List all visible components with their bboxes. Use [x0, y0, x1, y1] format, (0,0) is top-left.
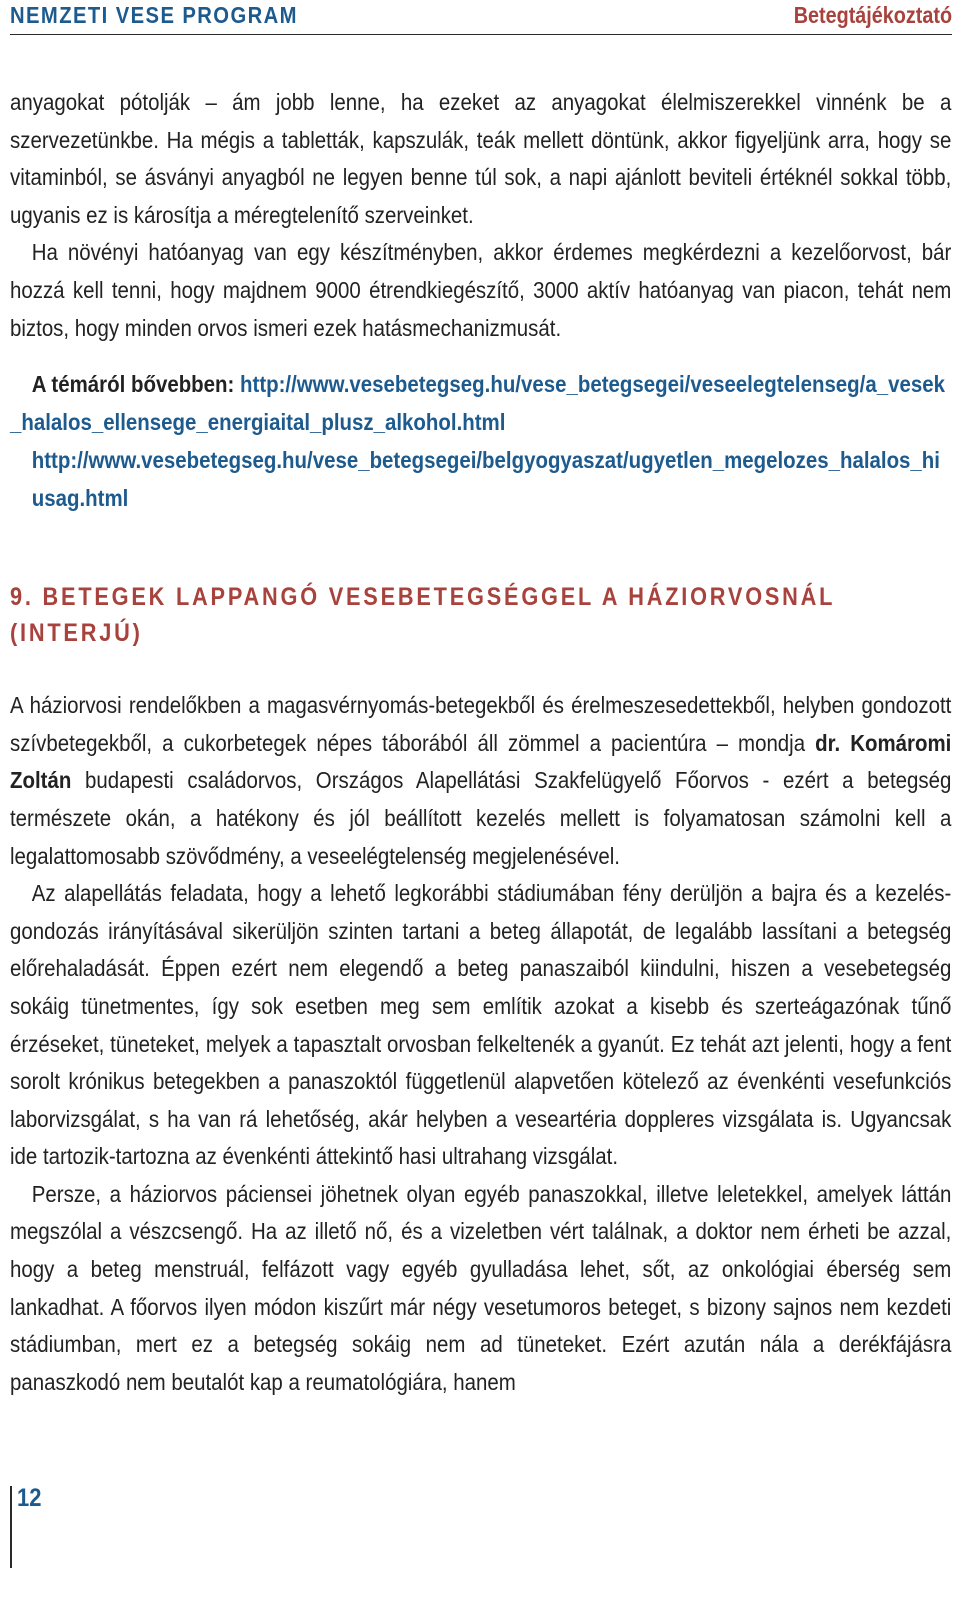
section-paragraph-3: Persze, a háziorvos páciensei jöhetnek olyan egyéb panaszokkal, illetve leletekkel, amelyek láttán megszólal a vészcsengő. Ha az illető nő, és a vizeletben vért találnak, a doktor nem érheti be azzal, hogy a beteg menstruál, felfázott vagy egyéb gyulladása lehet, sőt, az onkológiai éberség sem lankadhat. A főorvos ilyen módon kiszűrt már négy vesetumoros beteget, s bizony sajnos nem kezdeti stádiumban, mert ez a betegség sokáig nem ad tüneteket. Ezért azután nála a derékfájásra panaszkodó nem beutalót kap a reumatológiára, hanem: [10, 1180, 952, 1395]
further-reading: [10, 365, 951, 517]
section-paragraph-1: [10, 687, 951, 875]
page-number: 12: [17, 1484, 42, 1512]
section-paragraph-2: Az alapellátás feladata, hogy a lehető legkorábbi stádiumában fény derüljön a bajra és a kezelés-gondozás irányításával sikerüljön szinten tartani a beteg állapotát, de legalább lassítani a betegség előrehaladását. Éppen ezért nem elegendő a beteg panaszaiból kiindulni, hiszen a vesebetegség sokáig tünetmentes, így sok esetben meg sem említik azokat a kisebb és szerteágazónak tűnő érzéseket, tüneteket, melyek a tapasztalt orvosban felkeltenék a gyanút. Ez tehát azt jelenti, hogy a fent sorolt krónikus betegekben a panaszoktól függetlenül alapvetően kötelező az évenkénti vesefunkciós laborvizsgálat, s ha van rá lehetőség, akár helyben a veseartéria doppleres vizsgálata is. Ugyancsak ide tartozik-tartozna az évenkénti áttekintő hasi ultrahang vizsgálat.: [10, 880, 952, 1170]
page-header: [10, 0, 952, 35]
page-number-rule: [10, 1486, 12, 1568]
further-reading-link-2[interactable]: http://www.vesebetegseg.hu/vese_betegsegei/belgyogyaszat/ugyetlen_megelozes_halalos_hiusag.html: [31, 447, 940, 512]
section-paragraph-1-start: A háziorvosi rendelőkben a magasvérnyomás-betegekből és érelmeszesedettekből, helyben gondozott szívbetegekből, a cukorbetegek népes táborából áll zömmel a pacientúra – mondja: [10, 692, 952, 756]
further-reading-label: A témáról bővebben:: [31, 371, 235, 398]
document-type: Betegtájékoztató: [793, 2, 952, 28]
section-paragraph-1-end: budapesti családorvos, Országos Alapellátási Szakfelügyelő Főorvos - ezért a betegség természete okán, a hatékony és jól beállított kezelés mellett is folyamatosan számolni kell a legalattomosabb szövődmény, a veseelégtelenség megjelenésével.: [10, 767, 952, 869]
intro-paragraph-1: anyagokat pótolják – ám jobb lenne, ha ezeket az anyagokat élelmiszerekkel vinnénk be a szervezetünkbe. Ha mégis a tabletták, kapszulák, teák mellett döntünk, akkor figyeljünk arra, hogy se vitaminból, se ásványi anyagból ne legyen benne túl sok, a napi ajánlott beviteli értéknél sokkal több, ugyanis ez is károsítja a méregtelenítő szerveinket.: [10, 89, 952, 228]
section-heading: 9. BETEGEK LAPPANGÓ VESEBETEGSÉGGEL A HÁZIORVOSNÁL (INTERJÚ): [10, 583, 835, 648]
further-reading-link-1[interactable]: http://www.vesebetegseg.hu/vese_betegsegei/veseelegtelenseg/a_vesek_halalos_ellensege_energiaital_plusz_alkohol.html: [10, 371, 945, 436]
program-title: NEMZETI VESE PROGRAM: [10, 2, 298, 28]
page-content: [10, 84, 951, 1401]
intro-paragraph-2: Ha növényi hatóanyag van egy készítményben, akkor érdemes megkérdezni a kezelőorvost, bár hozzá kell tenni, hogy majdnem 9000 étrendkiegészítő, 3000 aktív hatóanyag van piacon, tehát nem biztos, hogy minden orvos ismeri ezek hatásmechanizmusát.: [10, 239, 952, 341]
doctor-name: dr. Komáromi Zoltán: [10, 729, 952, 794]
